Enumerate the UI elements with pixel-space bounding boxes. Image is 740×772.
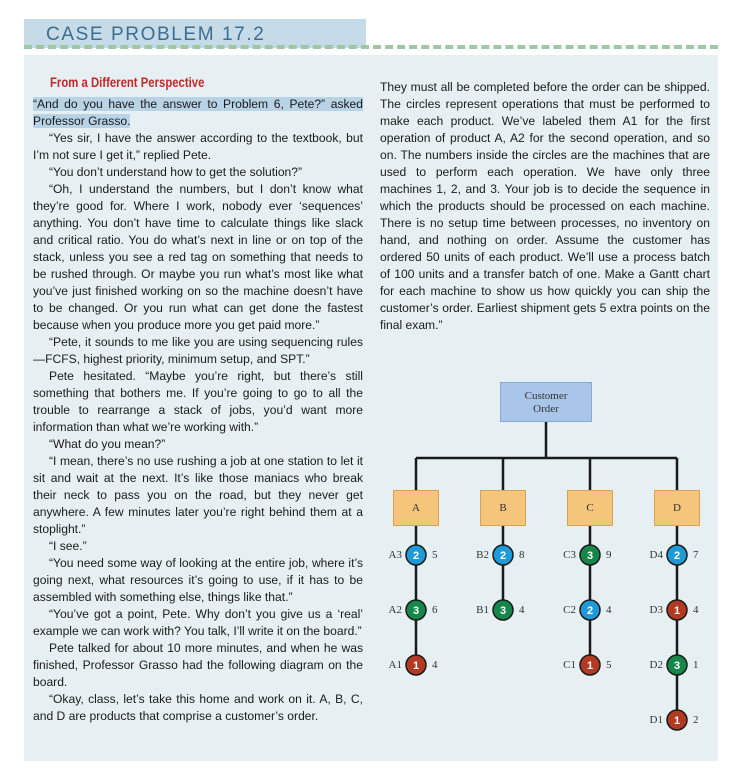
operation-time: 5: [606, 659, 612, 671]
paragraph: “Oh, I understand the numbers, but I don’t know what they’re good for. Where I work, nobody ever ‘sequences’ anything. You don’t have time to calculate things like slack and critical ratio. You do what’s next in line or on top of the stack, unless you see a red tag on something that needs to be rushed through. Or maybe you run what’s most like what you’ve just finished working on so the machine doesn’t have to be changed. Or you run what can get done the fastest because when you produce more you get paid more.”: [33, 182, 363, 332]
operation-label: C1: [563, 659, 576, 671]
left-column: [33, 74, 363, 725]
paragraph: Pete hesitated. “Maybe you’re right, but there’s still something that bothers me. If you’re going to go to all the trouble to rearrange a stack of jobs, you’d want more information than what we’re working with.”: [33, 369, 363, 434]
operation-time: 4: [606, 604, 612, 616]
machine-number: 3: [586, 550, 594, 562]
operation-time: 4: [519, 604, 525, 616]
paragraph: “Okay, class, let’s take this home and work on it. A, B, C, and D are products that comprise a customer’s order.: [33, 692, 363, 723]
diagram-connectors: [380, 372, 713, 757]
machine-number: 3: [412, 605, 420, 617]
operation-time: 2: [693, 714, 699, 726]
paragraph: “What do you mean?”: [49, 437, 166, 451]
product-box-d: D: [654, 490, 700, 526]
operation-label: D4: [649, 549, 663, 561]
operation-time: 9: [606, 549, 612, 561]
operation-label: B2: [476, 549, 489, 561]
highlighted-question: [33, 96, 363, 130]
paragraph: “You don’t understand how to get the solution?”: [49, 165, 303, 179]
operation-time: 7: [693, 549, 699, 561]
paragraph: “I mean, there’s no use rushing a job at one station to let it sit and wait at the next. It’s like those maniacs who break their neck to pass you on the road, but they never get anywhere. A few minutes later you’re right behind them at a stoplight.”: [33, 454, 363, 536]
paragraph: “You’ve got a point, Pete. Why don’t you give us a ‘real’ example we can work with? You talk, I’ll write it on the board.”: [33, 607, 363, 638]
operation-time: 4: [432, 659, 438, 671]
product-structure-diagram: [380, 372, 713, 757]
machine-number: 1: [586, 660, 594, 672]
operation-label: A3: [388, 549, 402, 561]
machine-number: 3: [499, 605, 507, 617]
operation-label: B1: [476, 604, 489, 616]
operation-time: 4: [693, 604, 699, 616]
machine-number: 2: [673, 550, 681, 562]
paragraph: They must all be completed before the order can be shipped. The circles represent operations that must be performed to make each product. We’ve labeled them A1 for the first operation of product A, A2 for the second operation, and so on. The numbers inside the circles are the machines that are used to perform each operation. We have only three machines 1, 2, and 3. Your job is to decide the sequence in which the products should be processed on each machine. There is no setup time between processes, no inventory on hand, and nothing on order. Assume the customer has ordered 50 units of each product. We’ll use a process batch of 100 units and a transfer batch of one. Make a Gantt chart for each machine to show us how quickly you can ship the customer’s order. Earliest shipment gets 5 extra points on the final exam.”: [380, 80, 710, 332]
machine-number: 1: [673, 605, 681, 617]
highlight-text: “And do you have the answer to Problem 6, Pete?” asked Professor Grasso.: [33, 97, 363, 128]
machine-number: 2: [499, 550, 507, 562]
operation-label: C2: [563, 604, 576, 616]
machine-number: 3: [673, 660, 681, 672]
operation-time: 8: [519, 549, 525, 561]
product-box-c: C: [567, 490, 613, 526]
operation-label: A1: [388, 659, 402, 671]
operation-time: 1: [693, 659, 699, 671]
section-subheading: From a Different Perspective: [50, 75, 205, 90]
paragraph: “Yes sir, I have the answer according to the textbook, but I’m not sure I get it,” replied Pete.: [33, 131, 363, 162]
machine-number: 2: [412, 550, 420, 562]
machine-number: 1: [673, 715, 681, 727]
paragraph: “Pete, it sounds to me like you are using sequencing rules—FCFS, highest priority, minimum setup, and SPT.”: [33, 335, 363, 366]
right-column: [380, 79, 710, 334]
product-box-b: B: [480, 490, 526, 526]
paragraph: Pete talked for about 10 more minutes, and when he was finished, Professor Grasso had the following diagram on the board.: [33, 641, 363, 689]
operation-label: D1: [649, 714, 663, 726]
product-box-a: A: [393, 490, 439, 526]
customer-order-box: Customer Order: [500, 382, 592, 422]
case-title: CASE PROBLEM 17.2: [46, 24, 266, 45]
title-divider: [24, 45, 718, 49]
machine-number: 1: [412, 660, 420, 672]
operation-label: C3: [563, 549, 576, 561]
machine-number: 2: [586, 605, 594, 617]
operation-label: D3: [649, 604, 663, 616]
operation-time: 6: [432, 604, 438, 616]
operation-label: D2: [649, 659, 663, 671]
operation-label: A2: [388, 604, 402, 616]
paragraph: “You need some way of looking at the entire job, where it’s going next, what resources it’s going to use, if it has to be assembled with something else, things like that.”: [33, 556, 363, 604]
paragraph: “I see.”: [49, 539, 87, 553]
operation-time: 5: [432, 549, 438, 561]
